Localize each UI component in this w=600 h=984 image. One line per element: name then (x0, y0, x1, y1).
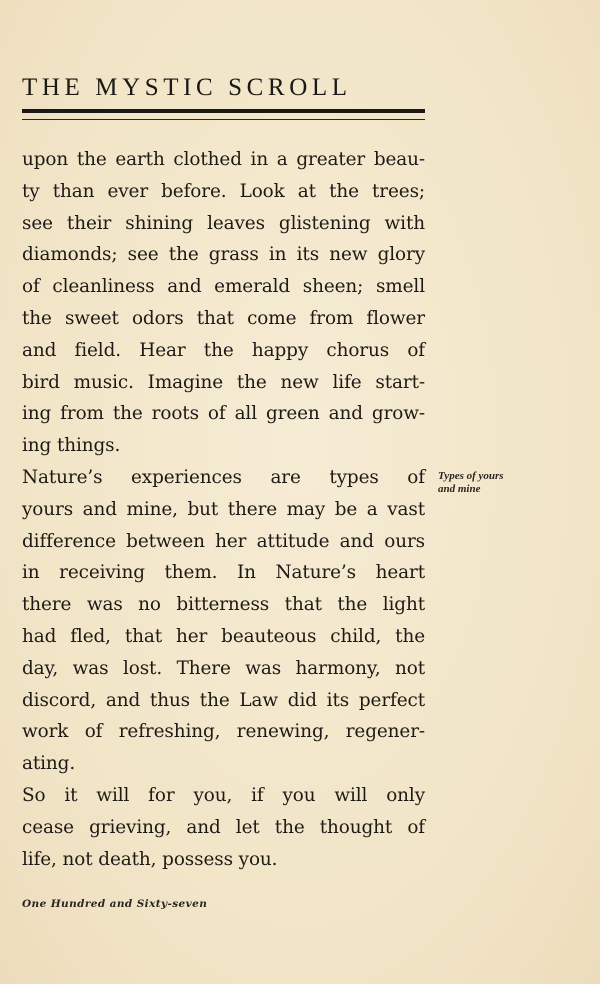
text-line: ty than ever before. Look at the trees; (22, 180, 425, 202)
text-line: cease grieving, and let the thought of (22, 816, 425, 838)
text-line: see their shining leaves glistening with (22, 212, 425, 234)
text-line: ing things. (22, 435, 121, 457)
text-line: and field. Hear the happy chorus of (22, 339, 425, 361)
text-line: had fled, that her beauteous child, the (22, 625, 425, 647)
text-line: yours and mine, but there may be a vast (22, 498, 425, 520)
paragraph-1 (22, 144, 425, 462)
margin-note-line: and mine (438, 483, 481, 495)
text-line: diamonds; see the grass in its new glory (22, 244, 425, 266)
text-line: So it will for you, if you will only (22, 784, 425, 806)
text-line: bird music. Imagine the new life start- (22, 371, 425, 393)
text-line: Nature’s experiences are types of (22, 466, 425, 488)
running-head: THE MYSTIC SCROLL (22, 74, 352, 101)
paragraph-2 (22, 462, 425, 780)
text-line: discord, and thus the Law did its perfect (22, 689, 425, 711)
text-line: life, not death, possess you. (22, 848, 278, 870)
text-line: there was no bitterness that the light (22, 594, 425, 616)
header-rule-thick (22, 109, 425, 113)
body-text (22, 144, 425, 875)
text-line: day, was lost. There was harmony, not (22, 657, 425, 679)
text-line: difference between her attitude and ours (22, 530, 425, 552)
text-line: work of refreshing, renewing, regener- (22, 721, 425, 743)
text-line: ating. (22, 753, 76, 775)
text-line: upon the earth clothed in a greater beau- (22, 149, 425, 170)
text-line: the sweet odors that come from flower (22, 307, 425, 329)
paragraph-3 (22, 780, 425, 875)
text-line: of cleanliness and emerald sheen; smell (22, 276, 425, 298)
text-line: ing from the roots of all green and grow- (22, 403, 425, 425)
header-rule-thin (22, 119, 425, 120)
text-line: in receiving them. In Nature’s heart (22, 562, 425, 584)
page-number-folio: One Hundred and Sixty-seven (22, 898, 208, 910)
margin-note (438, 470, 504, 496)
margin-note-line: Types of yours (438, 470, 504, 482)
